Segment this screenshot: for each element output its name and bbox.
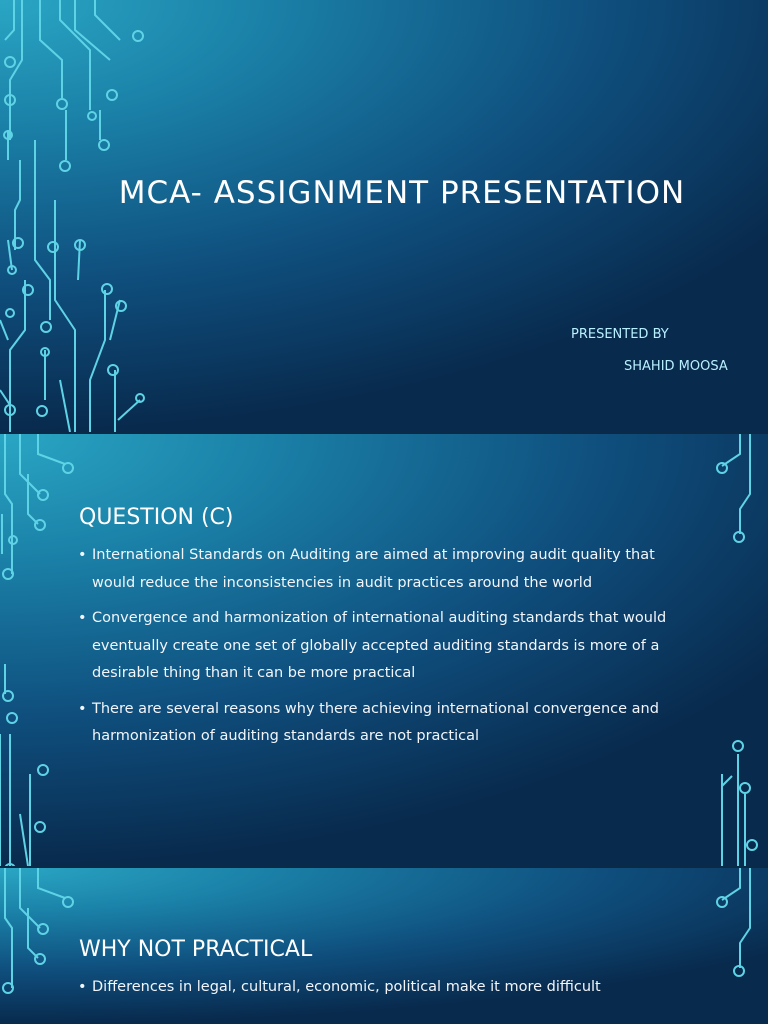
title-slide [0, 0, 768, 432]
presented-by-label: PRESENTED BY [571, 327, 669, 342]
slide-title: MCA- ASSIGNMENT PRESENTATION [118, 175, 686, 211]
bullet-item: • Differences in legal, cultural, economic, political make it more difficult [78, 974, 698, 1002]
bullet-item: • International Standards on Auditing are aimed at improving audit quality that would reduce the inconsistencies in audit practices around the world [78, 542, 698, 597]
author-name: SHAHID MOOSA [624, 359, 728, 374]
circuit-decoration-icon [0, 0, 160, 432]
bullet-list [78, 542, 698, 759]
bullet-item: • There are several reasons why there achieving international convergence and harmonization of auditing standards are not practical [78, 696, 698, 751]
bullet-list [78, 974, 698, 1010]
slide-heading: WHY NOT PRACTICAL [79, 937, 313, 962]
content-slide-question-c [0, 434, 768, 866]
content-slide-why-not-practical [0, 868, 768, 1024]
slide-heading: QUESTION (C) [79, 505, 234, 530]
bullet-item: • Convergence and harmonization of international auditing standards that would eventually create one set of globally accepted auditing standards is more of a desirable thing than it can be more practical [78, 605, 698, 688]
